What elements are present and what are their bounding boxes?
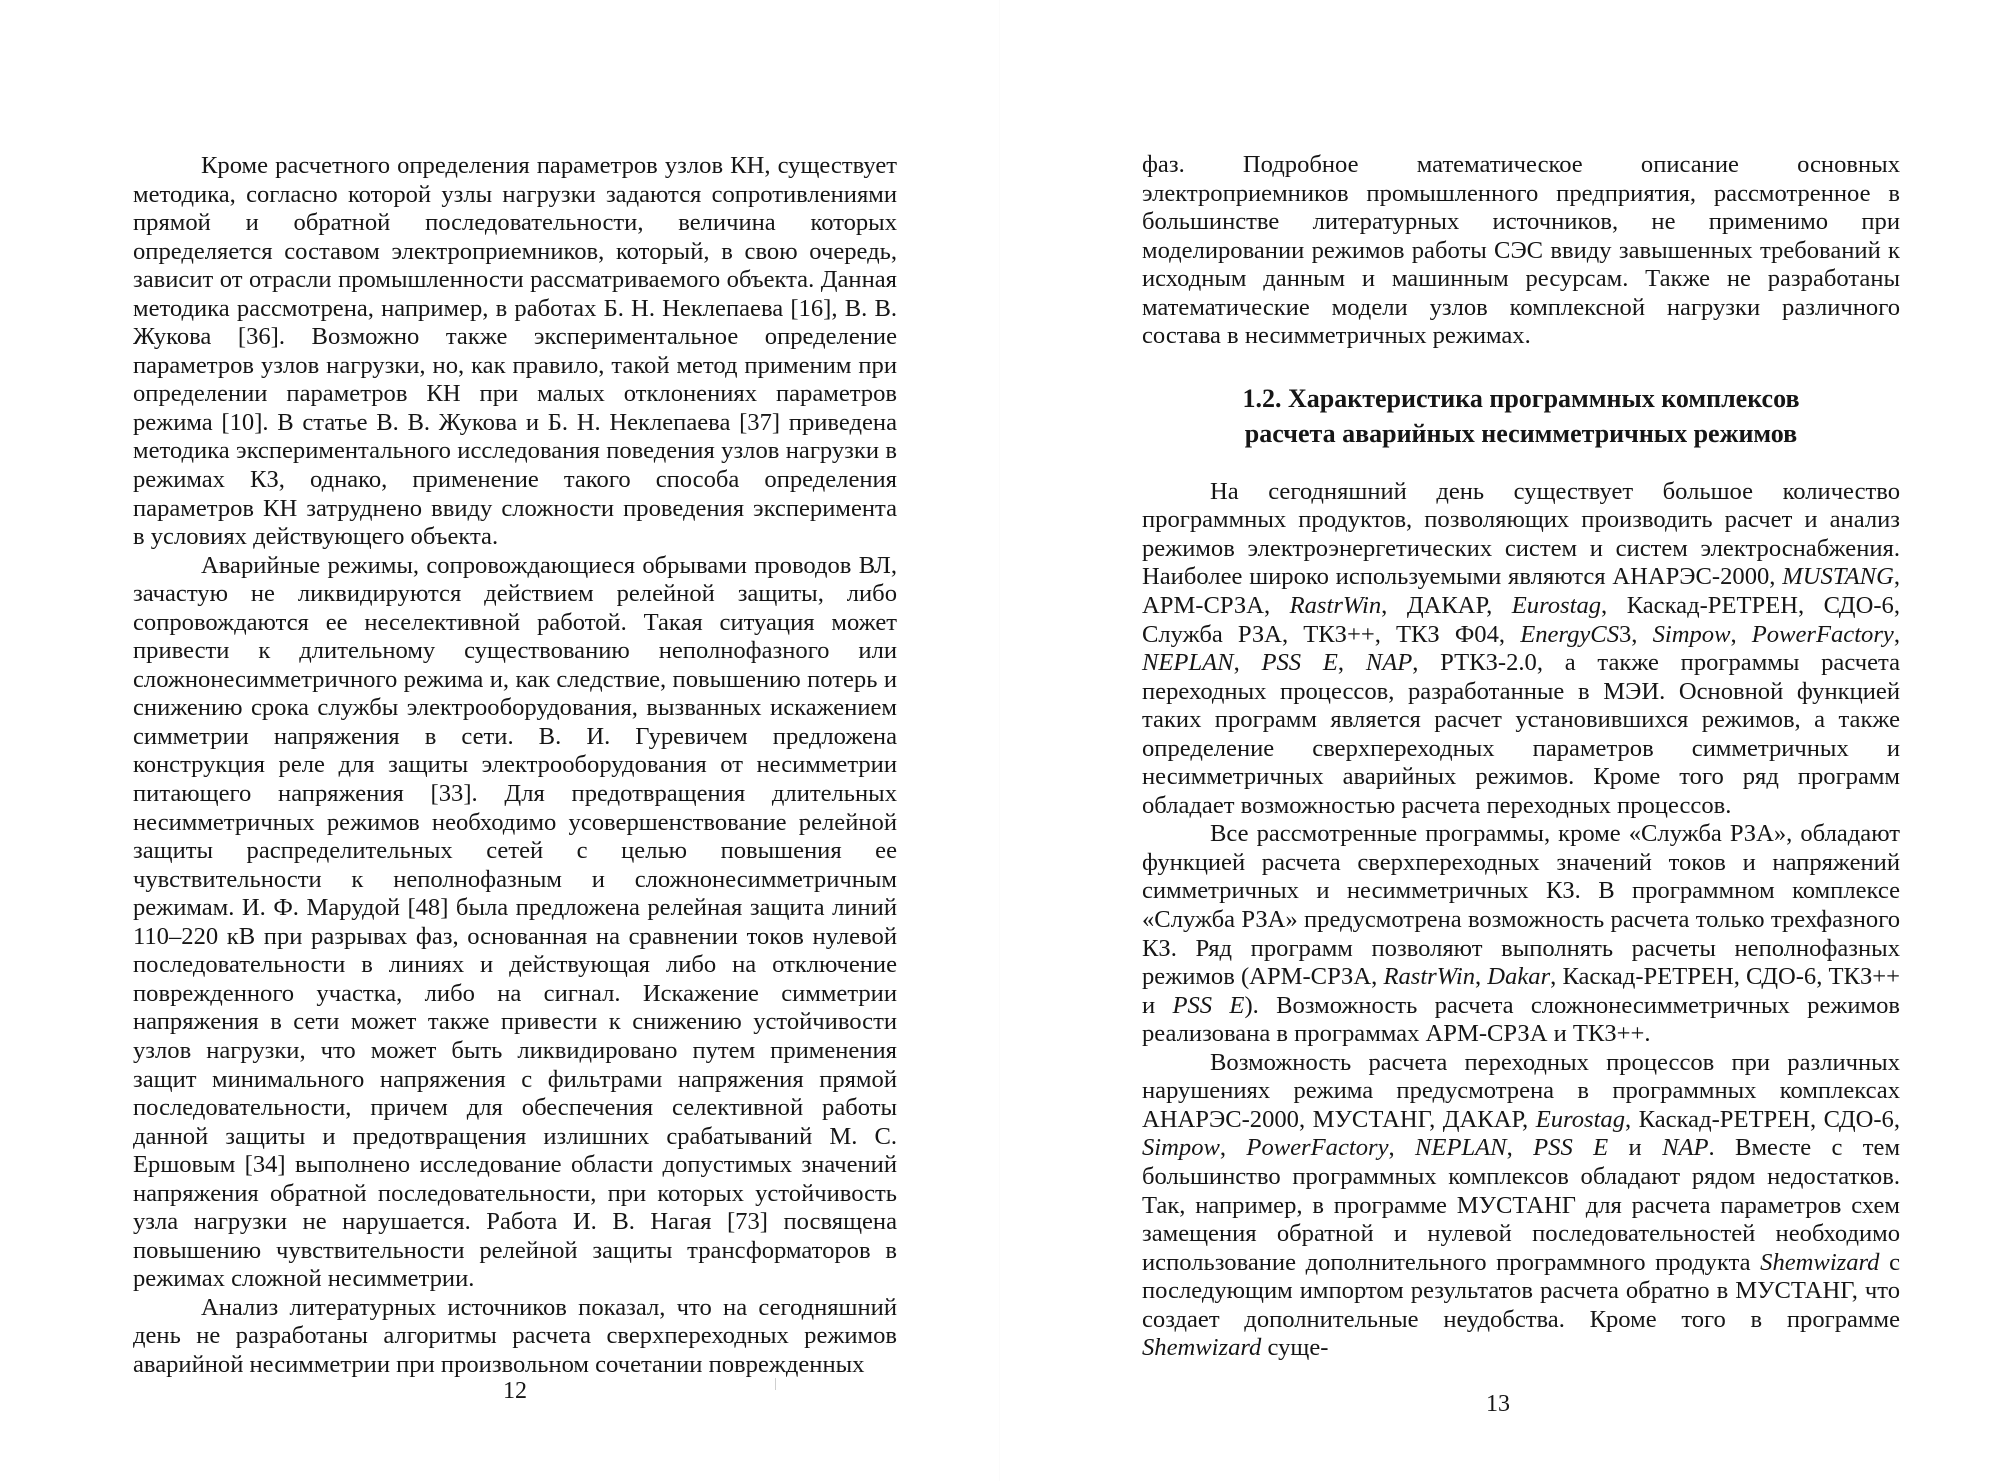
- page-number: 12: [503, 1378, 527, 1404]
- left-page-text: [133, 152, 897, 1380]
- page-number: 13: [1486, 1391, 1510, 1417]
- section-heading-line: расчета аварийных несимметричных режимов: [1244, 418, 1798, 448]
- paragraph: Анализ литературных источников показал, что на сегодняшний день не разработаны алгоритмы расчета сверхпереходных режимов аварийной несимметрии при произвольном сочетании поврежденных: [133, 1293, 897, 1378]
- section-heading-line: 1.2. Характеристика программных комплексов: [1242, 383, 1800, 413]
- paragraph: Все рассмотренные программы, кроме «Служба РЗА», обладают функцией расчета сверхпереходных значений токов и напряжений симметричных и несимметричных КЗ. В программном комплексе «Служба РЗА» предусмотрена возможность расчета только трехфазного КЗ. Ряд программ позволяют выполнять расчеты неполнофазных режимов (АРМ-СРЗА, RastrWin, Dakar, Каскад-РЕТРЕН, СДО-6, ТКЗ++ и PSS E). Возможность расчета сложнонесимметричных режимов реализована в программах АРМ-СРЗА и ТКЗ++.: [1142, 820, 1901, 1048]
- paragraph: На сегодняшний день существует большое количество программных продуктов, позволяющих производить расчет и анализ режимов электроэнергетических систем и систем электроснабжения. Наиболее широко используемыми являются АНАРЭС-2000, MUSTANG, АРМ-СРЗА, RastrWin, ДАКАР, Eurostag, Каскад-РЕТРЕН, СДО-6, Служба РЗА, ТКЗ++, ТКЗ Ф04, EnergyCS3, Simpow, PowerFactory, NEPLAN, PSS E, NAP, РТКЗ-2.0, а также программы расчета переходных процессов, разработанные в МЭИ. Основной функцией таких программ является расчет установившихся режимов, а также определение сверхпереходных параметров симметричных и несимметричных аварийных режимов. Кроме того ряд программ обладает возможностью расчета переходных процессов.: [1142, 477, 1901, 819]
- paragraph-continuation: фаз. Подробное математическое описание основных электроприемников промышленного предприятия, рассмотренное в большинстве литературных источников, не применимо при моделировании режимов работы СЭС ввиду завышенных требований к исходным данным и машинным ресурсам. Также не разработаны математические модели узлов комплексной нагрузки различного состава в несимметричных режимах.: [1142, 151, 1900, 350]
- right-page-text: [1142, 151, 1900, 1363]
- paragraph: Аварийные режимы, сопровождающиеся обрывами проводов ВЛ, зачастую не ликвидируются действием релейной защиты, либо сопровождаются ее неселективной работой. Такая ситуация может привести к длительному существованию неполнофазного или сложнонесимметричного режима и, как следствие, повышению потерь и снижению срока службы электрооборудования, вызванных искажением симметрии напряжения в сети. В. И. Гуревичем предложена конструкция реле для защиты электрооборудования от несимметрии питающего напряжения [33]. Для предотвращения длительных несимметричных режимов необходимо усовершенствование релейной защиты распределительных сетей с целью повышения ее чувствительности к неполнофазным и сложнонесимметричным режимам. И. Ф. Марудой [48] была предложена релейная защита линий 110–220 кВ при разрывах фаз, основанная на сравнении токов нулевой последовательности в линиях и действующая либо на отключение поврежденного участка, либо на сигнал. Искажение симметрии напряжения в сети может также привести к снижению устойчивости узлов нагрузки, что может быть ликвидировано путем применения защит минимального напряжения с фильтрами напряжения прямой последовательности, причем для обеспечения селективной работы данной защиты и предотвращения излишних срабатываний М. С. Ершовым [34] выполнено исследование области допустимых значений напряжения обратной последовательности, при которых устойчивость узла нагрузки не нарушается. Работа И. В. Нагая [73] посвящена повышению чувствительности релейной защиты трансформаторов в режимах сложной несимметрии.: [133, 551, 897, 1293]
- section-heading: [1142, 381, 1900, 451]
- paragraph: Возможность расчета переходных процессов при различных нарушениях режима предусмотрена в программных комплексах АНАРЭС-2000, МУСТАНГ, ДАКАР, Eurostag, Каскад-РЕТРЕН, СДО-6, Simpow, PowerFactory, NEPLAN, PSS E и NAP. Вместе с тем большинство программных комплексов обладают рядом недостатков. Так, например, в программе МУСТАНГ для расчета параметров схем замещения обратной и нулевой последовательностей необходимо использование дополнительного программного продукта Shemwizard с последующим импортом результатов расчета обратно в МУСТАНГ, что создает дополнительные неудобства. Кроме того в программе Shemwizard суще-: [1142, 1048, 1901, 1362]
- scan-speck: [775, 1378, 776, 1390]
- right-page: [1000, 0, 2000, 1481]
- paragraph: Кроме расчетного определения параметров узлов КН, существует методика, согласно которой узлы нагрузки задаются сопротивлениями прямой и обратной последовательности, величина которых определяется составом электроприемников, который, в свою очередь, зависит от отрасли промышленности рассматриваемого объекта. Данная методика рассмотрена, например, в работах Б. Н. Неклепаева [16], В. В. Жукова [36]. Возможно также экспериментальное определение параметров узлов нагрузки, но, как правило, такой метод применим при определении параметров КН при малых отклонениях параметров режима [10]. В статье В. В. Жукова и Б. Н. Неклепаева [37] приведена методика экспериментального исследования поведения узлов нагрузки в режимах КЗ, однако, применение такого способа определения параметров КН затруднено ввиду сложности проведения эксперимента в условиях действующего объекта.: [133, 152, 897, 551]
